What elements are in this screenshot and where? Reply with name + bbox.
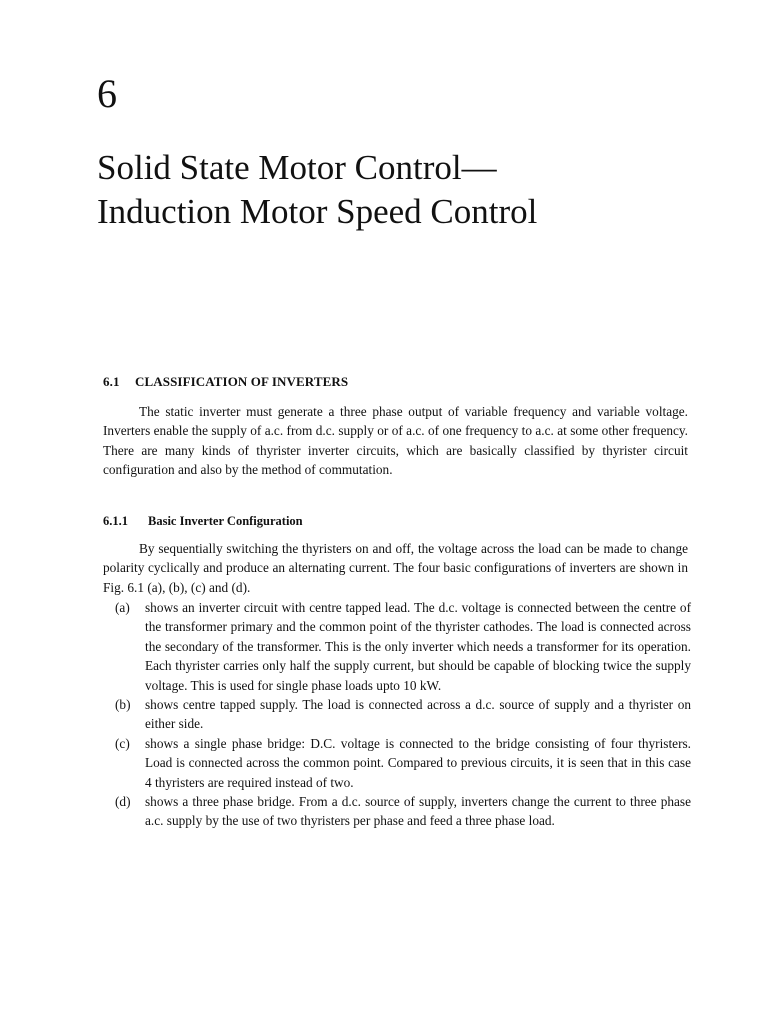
chapter-title — [97, 146, 697, 234]
list-item-text: shows a three phase bridge. From a d.c. source of supply, inverters change the current to three phase a.c. supply by the use of two thyristers per phase and feed a three phase load. — [145, 794, 691, 829]
list-marker: (c) — [115, 735, 130, 751]
subsection-paragraph: By sequentially switching the thyristers on and off, the voltage across the load can be made to change polarity cyclically and produce an alternating current. The four basic configurations of inverters are shown in Fig. 6.1 (a), (b), (c) and (d). — [103, 541, 688, 595]
list-marker: (b) — [115, 697, 131, 713]
chapter-title-line-2: Induction Motor Speed Control — [97, 192, 538, 231]
list-item-a — [103, 598, 691, 695]
chapter-title-line-1: Solid State Motor Control— — [97, 148, 497, 187]
list-item-d — [103, 792, 691, 831]
list-item-text: shows a single phase bridge: D.C. voltage is connected to the bridge consisting of four thyristers. Load is connected across the common point. Compared to previous circuits, it is seen that in this case 4 thyristers are required instead of two. — [145, 735, 691, 790]
section-paragraph: The static inverter must generate a three phase output of variable frequency and variable voltage. Inverters enable the supply of a.c. from d.c. supply or of a.c. of one frequency to a.c. at some other frequency. There are many kinds of thyrister inverter circuits, which are basically classified by thyrister circuit configuration and also by the method of commutation. — [103, 404, 688, 478]
subsection-title: Basic Inverter Configuration — [148, 514, 303, 528]
list-item-c — [103, 734, 691, 792]
chapter-number: 6 — [97, 71, 117, 116]
subsection-number: 6.1.1 — [103, 514, 128, 528]
section-number: 6.1 — [103, 374, 120, 389]
section-title: CLASSIFICATION OF INVERTERS — [135, 374, 349, 389]
list-item-b — [103, 695, 691, 734]
section-heading — [103, 374, 348, 390]
list-marker: (a) — [115, 600, 130, 615]
list-item-text: shows an inverter circuit with centre tapped lead. The d.c. voltage is connected between the centre of the transformer primary and the common point of the thyrister cathodes. The load is connected across the secondary of the transformer. This is the only inverter which needs a transformer for its operation. Each thyrister carries only half the supply current, but should be capable of blocking twice the supply voltage. This is used for single phase loads upto 10 kW. — [145, 600, 691, 693]
configuration-list — [103, 598, 691, 831]
list-item-text: shows centre tapped supply. The load is connected across a d.c. source of supply and a thyrister on either side. — [145, 697, 691, 732]
list-marker: (d) — [115, 794, 131, 810]
subsection-heading — [103, 514, 303, 529]
